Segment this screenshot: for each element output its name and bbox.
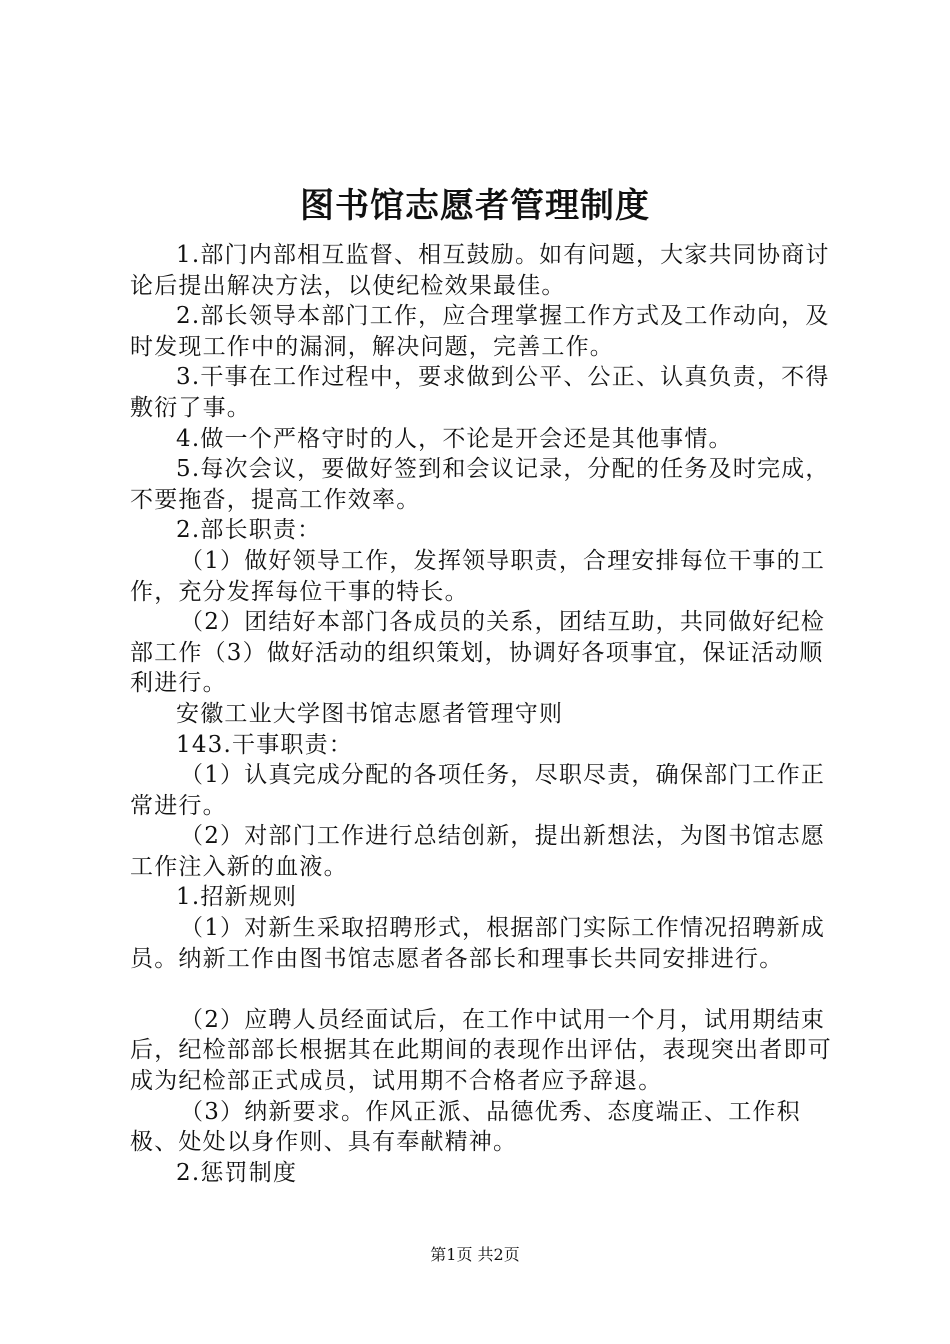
paragraph: （1）对新生采取招聘形式，根据部门实际工作情况招聘新成员。纳新工作由图书馆志愿者各部长和理事长共同安排进行。 <box>130 915 826 972</box>
paragraph: 2.部长领导本部门工作，应合理掌握工作方式及工作动向，及时发现工作中的漏洞，解决问题，完善工作。 <box>130 303 830 360</box>
paragraph: 3.干事在工作过程中，要求做到公平、公正、认真负责，不得敷衍了事。 <box>130 364 830 421</box>
paragraph: 1.部门内部相互监督、相互鼓励。如有问题，大家共同协商讨论后提出解决方法，以使纪检效果最佳。 <box>130 242 830 299</box>
paragraph: （2）团结好本部门各成员的关系，团结互助，共同做好纪检部工作（3）做好活动的组织策划，协调好各项事宜，保证活动顺利进行。 <box>130 609 826 697</box>
paragraph: 安徽工业大学图书馆志愿者管理守则 <box>176 700 564 727</box>
paragraph: （1）做好领导工作，发挥领导职责，合理安排每位干事的工作，充分发挥每位干事的特长。 <box>130 547 826 605</box>
document-title: 图书馆志愿者管理制度 <box>300 186 650 226</box>
paragraph: 5.每次会议，要做好签到和会议记录，分配的任务及时完成，不要拖沓，提高工作效率。 <box>130 456 830 513</box>
paragraph: 2.部长职责： <box>176 517 322 544</box>
paragraph: （2）应聘人员经面试后，在工作中试用一个月，试用期结束后，纪检部部长根据其在此期间的表现作出评估，表现突出者即可成为纪检部正式成员，试用期不合格者应予辞退。 <box>130 1006 832 1095</box>
blank-line <box>130 974 840 1005</box>
paragraph: （3）纳新要求。作风正派、品德优秀、态度端正、工作积极、处处以身作则、具有奉献精神。 <box>130 1098 801 1156</box>
paragraph: （2）对部门工作进行总结创新，提出新想法，为图书馆志愿工作注入新的血液。 <box>130 823 826 880</box>
paragraph: 1.招新规则 <box>176 884 298 911</box>
document-body <box>130 240 840 1188</box>
paragraph: 4.做一个严格守时的人，不论是开会还是其他事情。 <box>176 425 733 452</box>
page-number: 第1页 共2页 <box>430 1245 520 1264</box>
paragraph: 143.干事职责： <box>176 731 354 758</box>
paragraph: （1）认真完成分配的各项任务，尽职尽责，确保部门工作正常进行。 <box>130 762 826 819</box>
paragraph: 2.惩罚制度 <box>176 1159 298 1186</box>
